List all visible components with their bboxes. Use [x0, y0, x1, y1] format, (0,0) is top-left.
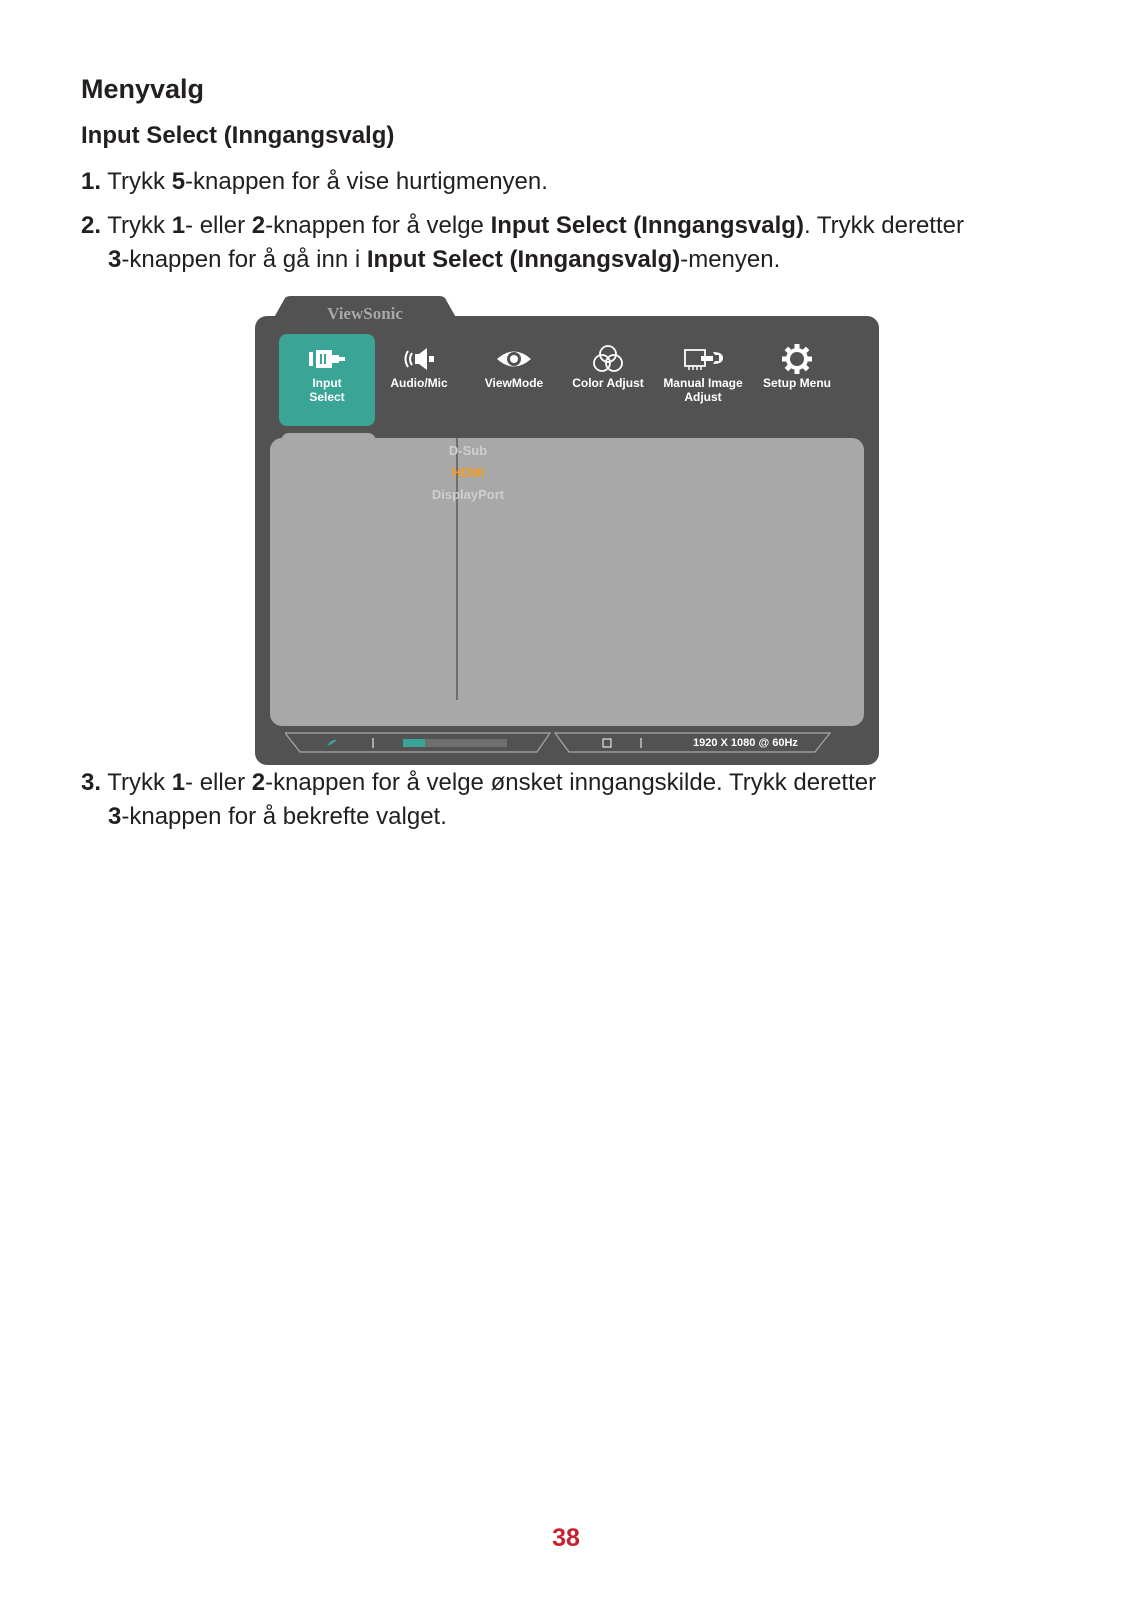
submenu-panel — [270, 438, 864, 726]
page-number: 38 — [552, 1524, 580, 1552]
eye-icon — [494, 344, 534, 374]
monitor-wrench-icon — [681, 344, 725, 374]
speaker-icon — [399, 344, 439, 374]
menu-color-adjust[interactable]: Color Adjust — [560, 334, 656, 426]
step-1: 1. Trykk 5-knappen for å vise hurtigmenyen. — [81, 168, 548, 195]
menu-setup[interactable]: Setup Menu — [749, 334, 845, 426]
page-heading: Menyvalg — [81, 74, 205, 104]
status-bar — [285, 732, 855, 754]
osd-menu-illustration — [255, 296, 879, 765]
viewsonic-logo: ViewSonic — [327, 304, 403, 323]
color-circles-icon — [588, 344, 628, 374]
step-3: 3. Trykk 1- eller 2-knappen for å velge ønsket inngangskilde. Trykk deretter 3-knappen for å bekrefte valget. — [81, 769, 877, 830]
section-heading: Input Select (Inngangsvalg) — [81, 122, 395, 149]
step-2: 2. Trykk 1- eller 2-knappen for å velge Input Select (Inngangsvalg). Trykk deretter 3-knappen for å gå inn i Input Select (Inngangsvalg)-menyen. — [81, 212, 964, 273]
source-displayport[interactable]: DisplayPort — [431, 487, 505, 502]
gear-icon — [777, 344, 817, 374]
menu-manual-image-adjust[interactable]: Manual Image Adjust — [655, 334, 751, 426]
osd-main-menu — [279, 334, 859, 426]
resolution-readout: 1920 X 1080 @ 60Hz — [693, 737, 798, 749]
menu-viewmode[interactable]: ViewMode — [466, 334, 562, 426]
input-connector-icon — [307, 344, 347, 374]
brand-tab — [267, 296, 463, 330]
source-hdmi[interactable]: HDMI — [451, 465, 485, 480]
source-dsub[interactable]: D-Sub — [448, 443, 488, 458]
menu-audio-mic[interactable]: Audio/Mic — [371, 334, 467, 426]
menu-input-select[interactable]: Input Select — [279, 334, 375, 426]
